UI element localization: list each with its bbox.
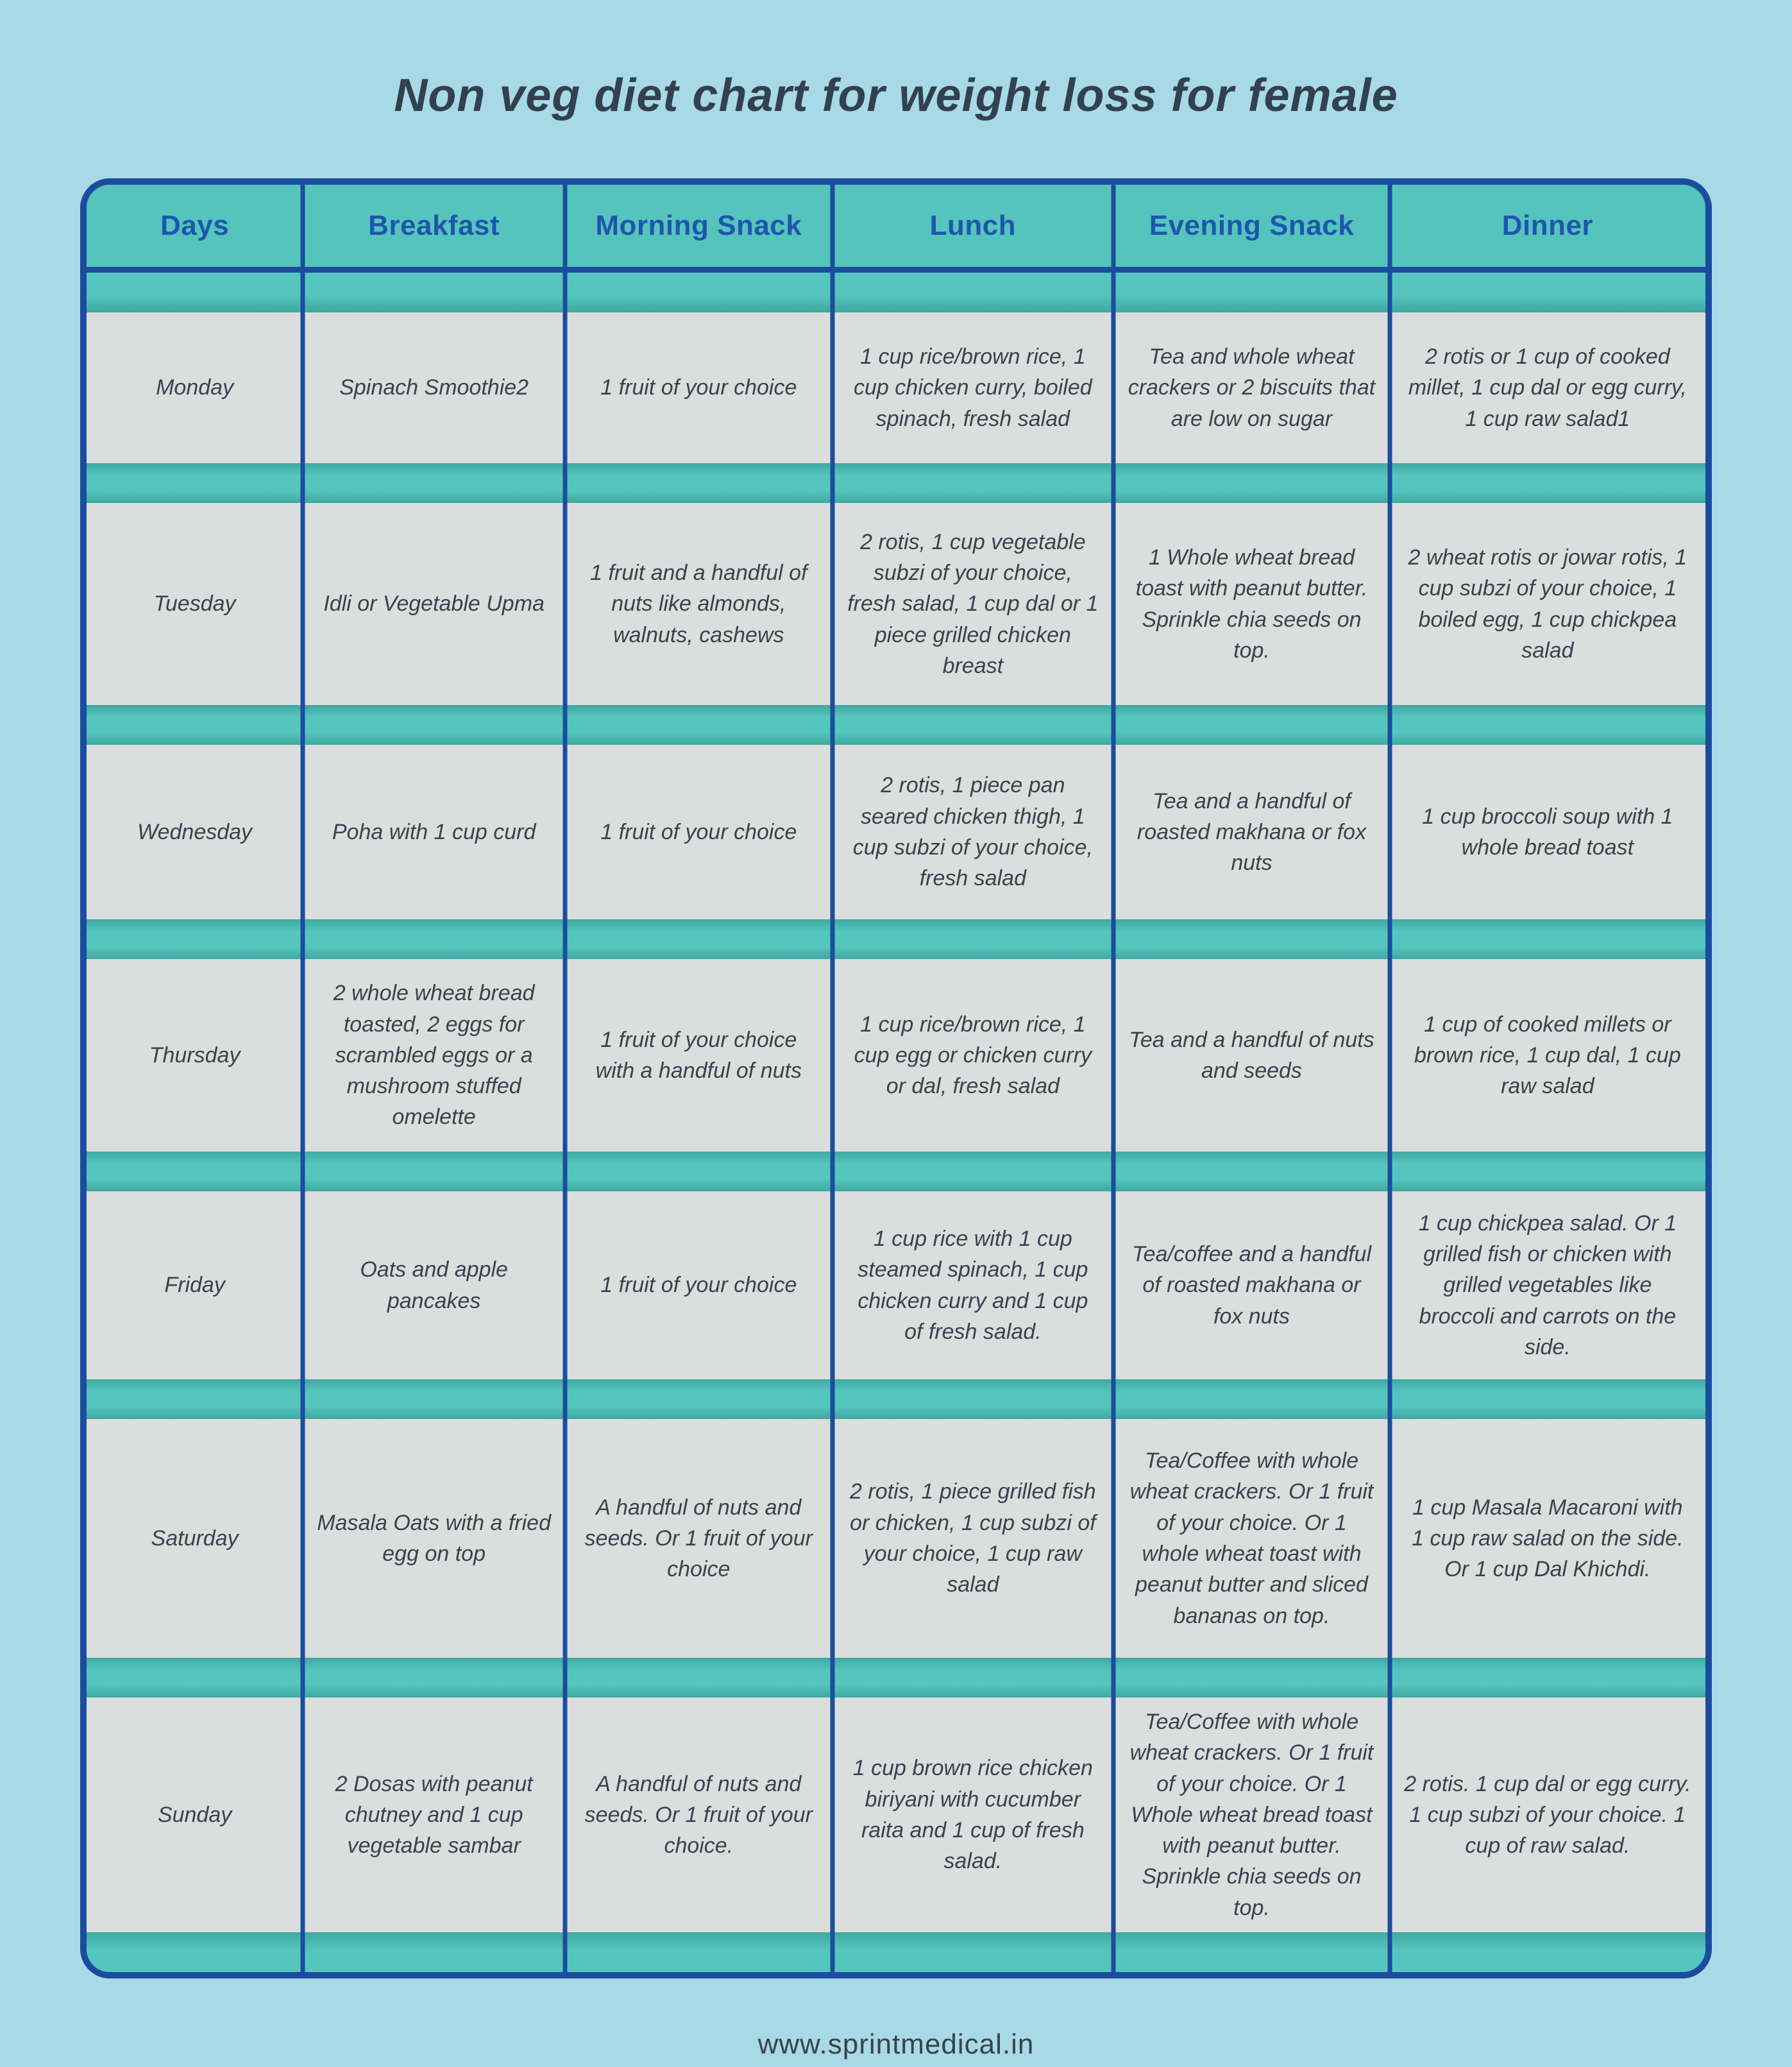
cell-thursday-evening-snack: Tea and a handful of nuts and seeds	[1113, 959, 1390, 1152]
cell-saturday-dinner: 1 cup Masala Macaroni with 1 cup raw salad on the side. Or 1 cup Dal Khichdi.	[1390, 1419, 1705, 1658]
table-header-row	[87, 185, 1705, 273]
row-separator	[87, 919, 1705, 959]
cell-monday-breakfast: Spinach Smoothie2	[303, 312, 565, 463]
day-label: Friday	[87, 1191, 303, 1379]
cell-wednesday-evening-snack: Tea and a handful of roasted makhana or fox nuts	[1113, 745, 1390, 919]
col-header-dinner: Dinner	[1501, 210, 1594, 241]
column-divider	[1387, 185, 1392, 1972]
page-title: Non veg diet chart for weight loss for female	[394, 70, 1398, 121]
table-row-thursday	[87, 959, 1705, 1152]
cell-saturday-lunch: 2 rotis, 1 piece grilled fish or chicken, 1 cup subzi of your choice, 1 cup raw salad	[833, 1419, 1114, 1658]
column-divider	[830, 185, 834, 1972]
cell-wednesday-morning-snack: 1 fruit of your choice	[565, 745, 832, 919]
cell-tuesday-morning-snack: 1 fruit and a handful of nuts like almonds, walnuts, cashews	[565, 503, 832, 705]
cell-friday-morning-snack: 1 fruit of your choice	[565, 1191, 832, 1379]
cell-sunday-evening-snack: Tea/Coffee with whole wheat crackers. Or 1 fruit of your choice. Or 1 Whole wheat bread toast with peanut butter. Sprinkle chia seeds on top.	[1113, 1697, 1390, 1932]
cell-thursday-lunch: 1 cup rice/brown rice, 1 cup egg or chicken curry or dal, fresh salad	[833, 959, 1114, 1152]
table-row-sunday	[87, 1697, 1705, 1932]
row-separator	[87, 463, 1705, 503]
cell-friday-lunch: 1 cup rice with 1 cup steamed spinach, 1 cup chicken curry and 1 cup of fresh salad.	[833, 1191, 1114, 1379]
row-separator	[87, 1152, 1705, 1191]
cell-sunday-breakfast: 2 Dosas with peanut chutney and 1 cup vegetable sambar	[303, 1697, 565, 1932]
cell-monday-morning-snack: 1 fruit of your choice	[565, 312, 832, 463]
column-divider	[301, 185, 305, 1972]
cell-friday-breakfast: Oats and apple pancakes	[303, 1191, 565, 1379]
column-divider	[563, 185, 568, 1972]
table-row-saturday	[87, 1419, 1705, 1658]
cell-wednesday-lunch: 2 rotis, 1 piece pan seared chicken thigh, 1 cup subzi of your choice, fresh salad	[833, 745, 1114, 919]
cell-monday-dinner: 2 rotis or 1 cup of cooked millet, 1 cup dal or egg curry, 1 cup raw salad1	[1390, 312, 1705, 463]
cell-thursday-breakfast: 2 whole wheat bread toasted, 2 eggs for scrambled eggs or a mushroom stuffed omelette	[303, 959, 565, 1152]
table-row-wednesday	[87, 745, 1705, 919]
col-header-evening-snack: Evening Snack	[1149, 210, 1355, 241]
row-separator	[87, 1658, 1705, 1697]
day-label: Saturday	[87, 1419, 303, 1658]
cell-sunday-dinner: 2 rotis. 1 cup dal or egg curry. 1 cup subzi of your choice. 1 cup of raw salad.	[1390, 1697, 1705, 1932]
cell-sunday-lunch: 1 cup brown rice chicken biriyani with cucumber raita and 1 cup of fresh salad.	[833, 1697, 1114, 1932]
cell-tuesday-evening-snack: 1 Whole wheat bread toast with peanut butter. Sprinkle chia seeds on top.	[1113, 503, 1390, 705]
day-label: Tuesday	[87, 503, 303, 705]
day-label: Sunday	[87, 1697, 303, 1932]
diet-table	[80, 178, 1712, 1978]
cell-sunday-morning-snack: A handful of nuts and seeds. Or 1 fruit of your choice.	[565, 1697, 832, 1932]
cell-tuesday-lunch: 2 rotis, 1 cup vegetable subzi of your choice, fresh salad, 1 cup dal or 1 piece grilled chicken breast	[833, 503, 1114, 705]
col-header-lunch: Lunch	[929, 210, 1017, 241]
table-row-tuesday	[87, 503, 1705, 705]
cell-saturday-evening-snack: Tea/Coffee with whole wheat crackers. Or 1 fruit of your choice. Or 1 whole wheat toast with peanut butter and sliced bananas on top.	[1113, 1419, 1390, 1658]
col-header-breakfast: Breakfast	[368, 210, 500, 241]
cell-wednesday-dinner: 1 cup broccoli soup with 1 whole bread toast	[1390, 745, 1705, 919]
cell-tuesday-breakfast: Idli or Vegetable Upma	[303, 503, 565, 705]
cell-friday-evening-snack: Tea/coffee and a handful of roasted makhana or fox nuts	[1113, 1191, 1390, 1379]
cell-monday-evening-snack: Tea and whole wheat crackers or 2 biscuits that are low on sugar	[1113, 312, 1390, 463]
cell-monday-lunch: 1 cup rice/brown rice, 1 cup chicken curry, boiled spinach, fresh salad	[833, 312, 1114, 463]
row-separator	[87, 705, 1705, 745]
cell-thursday-dinner: 1 cup of cooked millets or brown rice, 1 cup dal, 1 cup raw salad	[1390, 959, 1705, 1152]
footer-url: www.sprintmedical.in	[757, 2028, 1035, 2060]
row-separator	[87, 1379, 1705, 1419]
cell-wednesday-breakfast: Poha with 1 cup curd	[303, 745, 565, 919]
cell-thursday-morning-snack: 1 fruit of your choice with a handful of nuts	[565, 959, 832, 1152]
day-label: Monday	[87, 312, 303, 463]
row-separator	[87, 1932, 1705, 1972]
column-divider	[1112, 185, 1116, 1972]
table-row-monday	[87, 312, 1705, 463]
cell-saturday-breakfast: Masala Oats with a fried egg on top	[303, 1419, 565, 1658]
col-header-days: Days	[160, 210, 230, 241]
row-separator	[87, 273, 1705, 312]
day-label: Wednesday	[87, 745, 303, 919]
col-header-morning-snack: Morning Snack	[595, 210, 802, 241]
cell-saturday-morning-snack: A handful of nuts and seeds. Or 1 fruit of your choice	[565, 1419, 832, 1658]
day-label: Thursday	[87, 959, 303, 1152]
table-row-friday	[87, 1191, 1705, 1379]
cell-friday-dinner: 1 cup chickpea salad. Or 1 grilled fish or chicken with grilled vegetables like broccoli and carrots on the side.	[1390, 1191, 1705, 1379]
cell-tuesday-dinner: 2 wheat rotis or jowar rotis, 1 cup subzi of your choice, 1 boiled egg, 1 cup chickpea salad	[1390, 503, 1705, 705]
